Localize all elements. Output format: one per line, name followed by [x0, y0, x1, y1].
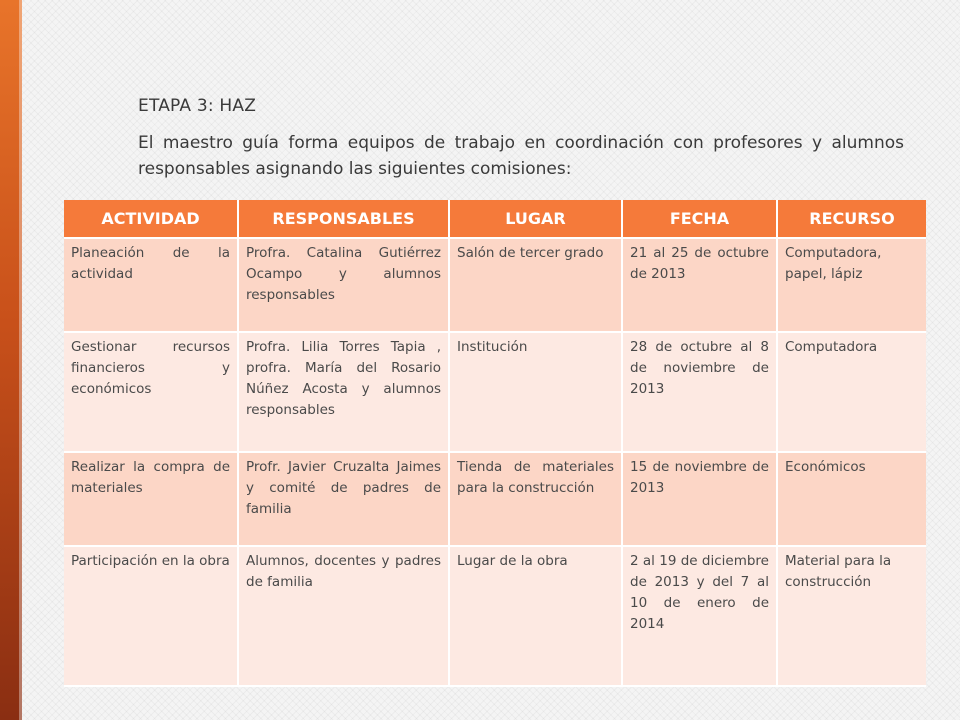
cell-fecha: 2 al 19 de diciembre de 2013 y del 7 al 10 de enero de 2014 — [622, 546, 777, 686]
cell-actividad: Planeación de la actividad — [64, 238, 238, 332]
header-lugar: LUGAR — [449, 200, 622, 238]
cell-recurso: Computadora — [777, 332, 926, 452]
cell-actividad: Gestionar recursos financieros y económicos — [64, 332, 238, 452]
cell-responsables: Profra. Lilia Torres Tapia , profra. María del Rosario Núñez Acosta y alumnos responsables — [238, 332, 449, 452]
cell-fecha: 15 de noviembre de 2013 — [622, 452, 777, 546]
cell-fecha: 28 de octubre al 8 de noviembre de 2013 — [622, 332, 777, 452]
table-row — [64, 452, 926, 546]
table-row — [64, 546, 926, 686]
cell-responsables: Alumnos, docentes y padres de familia — [238, 546, 449, 686]
cell-recurso: Computadora, papel, lápiz — [777, 238, 926, 332]
cell-lugar: Institución — [449, 332, 622, 452]
header-fecha: FECHA — [622, 200, 777, 238]
cell-recurso: Económicos — [777, 452, 926, 546]
cell-responsables: Profr. Javier Cruzalta Jaimes y comité de padres de familia — [238, 452, 449, 546]
cell-lugar: Lugar de la obra — [449, 546, 622, 686]
cell-actividad: Realizar la compra de materiales — [64, 452, 238, 546]
cell-lugar: Tienda de materiales para la construcción — [449, 452, 622, 546]
table-header-row — [64, 200, 926, 238]
table-row — [64, 238, 926, 332]
slide-heading: ETAPA 3: HAZ — [138, 96, 257, 116]
cell-recurso: Material para la construcción — [777, 546, 926, 686]
table-row — [64, 332, 926, 452]
accent-side-bar — [0, 0, 22, 720]
intro-paragraph: El maestro guía forma equipos de trabajo en coordinación con profesores y alumnos responsables asignando las siguientes comisiones: — [138, 133, 904, 179]
cell-actividad: Participación en la obra — [64, 546, 238, 686]
header-responsables: RESPONSABLES — [238, 200, 449, 238]
cell-fecha: 21 al 25 de octubre de 2013 — [622, 238, 777, 332]
header-actividad: ACTIVIDAD — [64, 200, 238, 238]
header-recurso: RECURSO — [777, 200, 926, 238]
cell-lugar: Salón de tercer grado — [449, 238, 622, 332]
commissions-table — [64, 200, 926, 687]
cell-responsables: Profra. Catalina Gutiérrez Ocampo y alumnos responsables — [238, 238, 449, 332]
